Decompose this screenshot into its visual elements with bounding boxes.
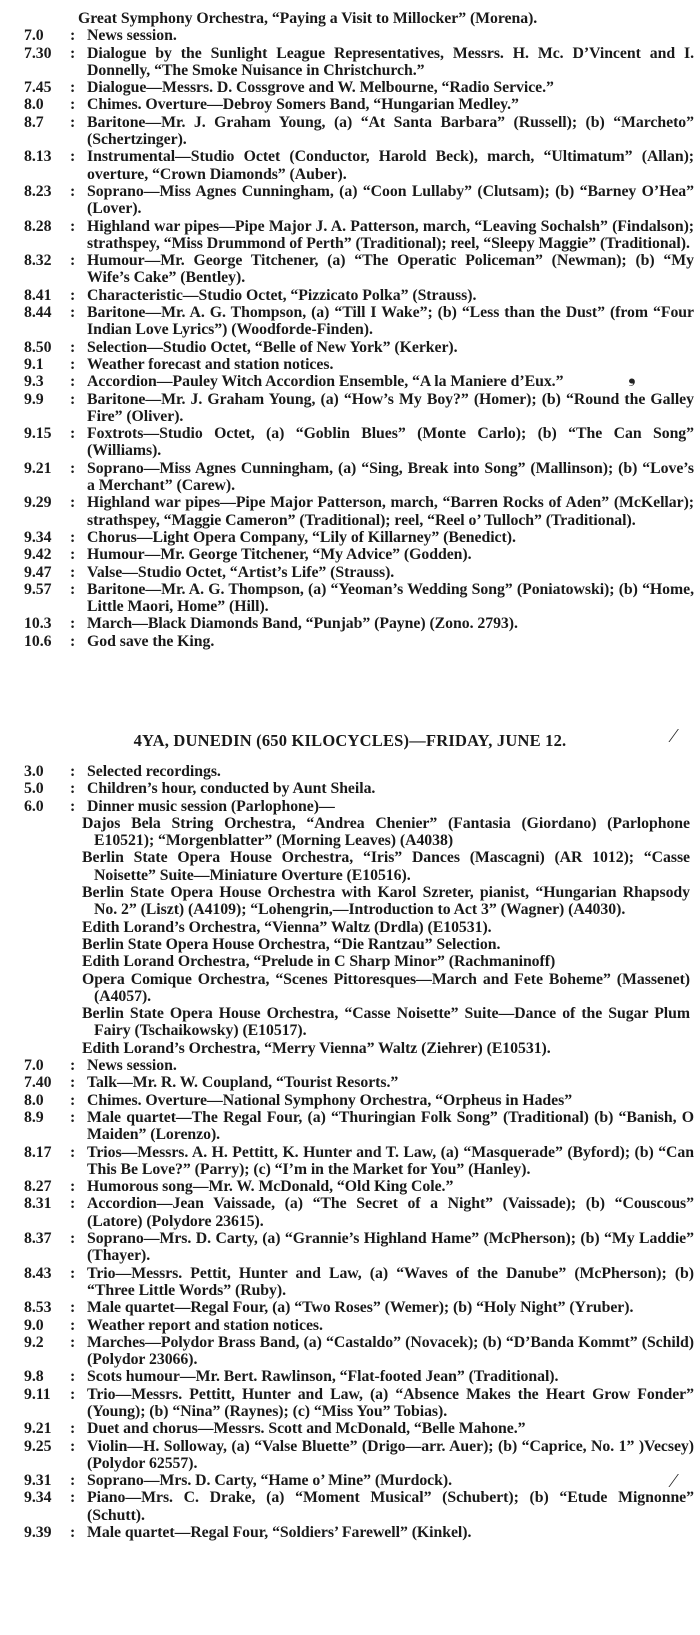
- entry-separator: :: [70, 390, 76, 408]
- entry-separator: :: [70, 528, 76, 546]
- programme-entry: [0, 339, 700, 356]
- lead-line: [0, 10, 700, 27]
- ink-mark: ⁄: [672, 725, 676, 747]
- entry-description: News session.: [87, 27, 177, 45]
- entry-description: Male quartet—Regal Four, (a) “Two Roses” (Wemer); (b) “Holy Night” (Yruber).: [87, 1299, 634, 1317]
- programme-list: [0, 27, 700, 650]
- programme-entry: [0, 373, 700, 390]
- entry-time: 9.15: [24, 425, 52, 443]
- entry-time: 8.0: [24, 1091, 44, 1109]
- programme-entry: [0, 581, 700, 616]
- entry-time: 9.42: [24, 546, 52, 564]
- programme-entry: [0, 45, 700, 80]
- entry-separator: :: [70, 1057, 76, 1075]
- entry-separator: :: [70, 1472, 76, 1490]
- entry-time: 8.23: [24, 182, 52, 200]
- entry-description: Talk—Mr. R. W. Coupland, “Tourist Resorts.”: [87, 1074, 399, 1092]
- entry-description: Highland war pipes—Pipe Major J. A. Patterson, march, “Leaving Sochalsh” (Findalson); strathspey, “Miss Drummond of Perth” (Traditional); reel, “Sleepy Maggie” (Traditional).: [87, 217, 694, 252]
- lead-line-text: Great Symphony Orchestra, “Paying a Visit to Millocker” (Morena).: [78, 10, 538, 27]
- entry-time: 7.0: [24, 1057, 44, 1075]
- entry-separator: :: [70, 459, 76, 477]
- entry-separator: :: [70, 79, 76, 97]
- entry-time: 9.34: [24, 528, 52, 546]
- entry-time: 9.39: [24, 1524, 52, 1542]
- programme-entry: [0, 763, 700, 780]
- entry-description: Weather forecast and station notices.: [87, 355, 334, 373]
- programme-section-4ya: [0, 763, 700, 1541]
- entry-description: Chimes. Overture—National Symphony Orchestra, “Orpheus in Hades”: [87, 1091, 573, 1109]
- programme-entry: [0, 391, 700, 426]
- entry-description: Instrumental—Studio Octet (Conductor, Harold Beck), march, “Ultimatum” (Allan); overture, “Crown Diamonds” (Auber).: [87, 148, 694, 183]
- entry-time: 5.0: [24, 780, 44, 798]
- entry-description: Trio—Messrs. Pettitt, Hunter and Law, (a) “Absence Makes the Heart Grow Fonder” (Young); (b) “Nina” (Raynes); (c) “Miss You” Tobias).: [87, 1385, 694, 1420]
- entry-separator: :: [70, 1143, 76, 1161]
- dinner-music-item: Berlin State Opera House Orchestra, “Die Rantzau” Selection.: [82, 935, 501, 953]
- entry-time: 8.41: [24, 286, 52, 304]
- programme-section-3ya: [0, 10, 700, 650]
- programme-entry: [0, 148, 700, 183]
- entry-separator: :: [70, 1195, 76, 1213]
- entry-separator: :: [70, 304, 76, 322]
- entry-description: Accordion—Pauley Witch Accordion Ensemble, “A la Maniere d’Eux.”: [87, 373, 564, 391]
- programme-entry: [0, 287, 700, 304]
- entry-description: Piano—Mrs. C. Drake, (a) “Moment Musical” (Schubert); (b) “Etude Mignonne” (Schutt).: [87, 1489, 694, 1524]
- entry-description: Soprano—Mrs. D. Carty, “Hame o’ Mine” (Murdock).: [87, 1472, 452, 1490]
- programme-list-evening: [0, 1057, 700, 1541]
- programme-entry: [0, 1074, 700, 1091]
- entry-description: Selection—Studio Octet, “Belle of New York” (Kerker).: [87, 338, 458, 356]
- entry-separator: :: [70, 1333, 76, 1351]
- programme-entry: [0, 1524, 700, 1541]
- entry-time: 7.40: [24, 1074, 52, 1092]
- entry-separator: :: [70, 763, 76, 780]
- entry-time: 9.2: [24, 1333, 44, 1351]
- entry-description: Foxtrots—Studio Octet, (a) “Goblin Blues” (Monte Carlo); (b) “The Can Song” (Williams).: [87, 425, 694, 460]
- programme-entry: [0, 1195, 700, 1230]
- entry-description: Soprano—Mrs. D. Carty, (a) “Grannie’s Highland Hame” (McPherson); (b) “My Laddie” (Thayer).: [87, 1230, 694, 1265]
- entry-time: 9.29: [24, 494, 52, 512]
- entry-description: God save the King.: [87, 632, 215, 650]
- entry-description: Male quartet—Regal Four, “Soldiers’ Farewell” (Kinkel).: [87, 1524, 472, 1542]
- programme-entry: [0, 615, 700, 632]
- entry-description: Accordion—Jean Vaissade, (a) “The Secret of a Night” (Vaissade); (b) “Couscous” (Latore) (Polydore 23615).: [87, 1195, 694, 1230]
- entry-time: 8.50: [24, 338, 52, 356]
- entry-description: Children’s hour, conducted by Aunt Sheila.: [87, 780, 376, 798]
- entry-separator: :: [70, 797, 76, 815]
- entry-separator: :: [70, 780, 76, 798]
- entry-description: Humorous song—Mr. W. McDonald, “Old King Cole.”: [87, 1178, 454, 1196]
- entry-time: 9.1: [24, 355, 44, 373]
- entry-time: 8.28: [24, 217, 52, 235]
- dinner-music-item: Berlin State Opera House Orchestra, “Iris” Dances (Mascagni) (AR 1012); “Casse Noisette” Suite—Miniature Overture (E10516).: [82, 849, 690, 884]
- entry-time: 8.17: [24, 1143, 52, 1161]
- programme-entry: [0, 1470, 700, 1492]
- entry-description: Chorus—Light Opera Company, “Lily of Killarney” (Benedict).: [87, 528, 516, 546]
- entry-separator: :: [70, 1230, 76, 1248]
- entry-separator: :: [70, 632, 76, 650]
- entry-time: 7.0: [24, 27, 44, 45]
- entry-description: Baritone—Mr. J. Graham Young, (a) “How’s My Boy?” (Homer); (b) “Round the Galley Fire” (Oliver).: [87, 390, 694, 425]
- entry-separator: :: [70, 425, 76, 443]
- programme-entry: [0, 218, 700, 253]
- entry-time: 9.0: [24, 1316, 44, 1334]
- entry-time: 8.0: [24, 96, 44, 114]
- entry-description: Weather report and station notices.: [87, 1316, 323, 1334]
- entry-description: Baritone—Mr. A. G. Thompson, (a) “Till I Wake”; (b) “Less than the Dust” (from “Four Indian Love Lyrics”) (Woodforde-Finden).: [87, 304, 694, 339]
- programme-entry: [0, 798, 700, 815]
- programme-entry: [0, 1438, 700, 1473]
- programme-entry: [0, 1386, 700, 1421]
- entry-description: Dinner music session (Parlophone)—: [87, 797, 335, 815]
- programme-list-top: [0, 763, 700, 815]
- entry-description: Scots humour—Mr. Bert. Rawlinson, “Flat-footed Jean” (Traditional).: [87, 1368, 559, 1386]
- programme-entry: [0, 1178, 700, 1195]
- entry-separator: :: [70, 252, 76, 270]
- programme-entry: [0, 1299, 700, 1316]
- entry-description: Soprano—Miss Agnes Cunningham, (a) “Coon Lullaby” (Clutsam); (b) “Barney O’Hea” (Lover).: [87, 182, 694, 218]
- entry-separator: :: [70, 217, 76, 235]
- entry-description: Chimes. Overture—Debroy Somers Band, “Hungarian Medley.”: [87, 96, 519, 114]
- programme-entry: [0, 1109, 700, 1144]
- entry-time: 8.27: [24, 1178, 52, 1196]
- programme-entry: [0, 780, 700, 797]
- entry-separator: :: [70, 1385, 76, 1403]
- programme-entry: [0, 1092, 700, 1109]
- entry-separator: :: [70, 148, 76, 166]
- entry-separator: :: [70, 1299, 76, 1317]
- entry-separator: :: [70, 286, 76, 304]
- entry-separator: :: [70, 1368, 76, 1386]
- entry-description: Male quartet—The Regal Four, (a) “Thuringian Folk Song” (Traditional) (b) “Banish, O Maiden” (Lorenzo).: [87, 1108, 694, 1144]
- programme-entry: [0, 27, 700, 44]
- programme-entry: [0, 1317, 700, 1334]
- entry-separator: :: [70, 338, 76, 356]
- entry-description: Trio—Messrs. Pettit, Hunter and Law, (a) “Waves of the Danube” (McPherson); (b) “Three Little Words” (Ruby).: [87, 1264, 694, 1299]
- entry-time: 9.21: [24, 459, 52, 477]
- entry-description: Valse—Studio Octet, “Artist’s Life” (Strauss).: [87, 563, 395, 581]
- entry-description: Characteristic—Studio Octet, “Pizzicato Polka” (Strauss).: [87, 286, 477, 304]
- programme-entry: [0, 79, 700, 96]
- entry-time: 8.44: [24, 304, 52, 322]
- entry-description: Selected recordings.: [87, 763, 221, 780]
- entry-time: 9.8: [24, 1368, 44, 1386]
- entry-description: Duet and chorus—Messrs. Scott and McDonald, “Belle Mahone.”: [87, 1420, 526, 1438]
- programme-entry: [0, 96, 700, 113]
- entry-description: Baritone—Mr. A. G. Thompson, (a) “Yeoman’s Wedding Song” (Poniatowski); (b) “Home, Little Maori, Home” (Hill).: [87, 580, 694, 616]
- entry-separator: :: [70, 1108, 76, 1126]
- entry-time: 9.47: [24, 563, 52, 581]
- entry-time: 3.0: [24, 763, 44, 780]
- entry-description: Dialogue—Messrs. D. Cossgrove and W. Melbourne, “Radio Service.”: [87, 79, 554, 97]
- entry-time: 9.57: [24, 580, 52, 598]
- entry-time: 8.9: [24, 1108, 44, 1126]
- entry-time: 8.32: [24, 252, 52, 270]
- entry-separator: :: [70, 1264, 76, 1282]
- dinner-music-item: Dajos Bela String Orchestra, “Andrea Chenier” (Fantasia (Giordano) (Parlophone E10521); “Morgenblatter” (Morning Leaves) (A4038): [82, 814, 690, 850]
- entry-separator: :: [70, 355, 76, 373]
- programme-entry: [0, 1265, 700, 1300]
- dinner-music-item: Edith Lorand’s Orchestra, “Merry Vienna” Waltz (Ziehrer) (E10531).: [82, 1039, 551, 1057]
- programme-entry: [0, 183, 700, 218]
- dinner-music-item: Berlin State Opera House Orchestra, “Casse Noisette” Suite—Dance of the Sugar Plum Fairy (Tschaikowsky) (E10517).: [82, 1005, 690, 1040]
- entry-separator: :: [70, 546, 76, 564]
- entry-description: News session.: [87, 1057, 177, 1075]
- entry-separator: :: [70, 113, 76, 131]
- entry-time: 7.30: [24, 44, 52, 62]
- programme-entry: [0, 564, 700, 581]
- entry-description: Humour—Mr. George Titchener, “My Advice” (Godden).: [87, 546, 472, 564]
- programme-entry: [0, 1489, 700, 1524]
- programme-entry: [0, 546, 700, 563]
- entry-separator: :: [70, 1489, 76, 1507]
- entry-separator: :: [70, 615, 76, 633]
- entry-time: 10.3: [24, 615, 52, 633]
- entry-time: 10.6: [24, 632, 52, 650]
- programme-entry: [0, 460, 700, 495]
- station-heading: 4YA, DUNEDIN (650 KILOCYCLES)—FRIDAY, JUNE 12.: [133, 731, 567, 750]
- programme-entry: [0, 1334, 700, 1369]
- ink-mark: ❟: [628, 365, 636, 387]
- programme-entry: [0, 1420, 700, 1437]
- entry-time: 8.37: [24, 1230, 52, 1248]
- entry-time: 8.13: [24, 148, 52, 166]
- entry-separator: :: [70, 373, 76, 391]
- entry-time: 8.43: [24, 1264, 52, 1282]
- entry-time: 9.31: [24, 1472, 52, 1490]
- dinner-music-item: Edith Lorand Orchestra, “Prelude in C Sharp Minor” (Rachmaninoff): [82, 953, 556, 971]
- programme-entry: [0, 1057, 700, 1074]
- entry-separator: :: [70, 1420, 76, 1438]
- entry-description: Trios—Messrs. A. H. Pettitt, K. Hunter and T. Law, (a) “Masquerade” (Byford); (b) “Can This Be Love?” (Parry); (c) “I’m in the Market for You” (Hanley).: [87, 1143, 694, 1178]
- entry-separator: :: [70, 1437, 76, 1455]
- entry-description: Baritone—Mr. J. Graham Young, (a) “At Santa Barbara” (Russell); (b) “Marcheto” (Schertzinger).: [87, 113, 694, 149]
- entry-description: Marches—Polydor Brass Band, (a) “Castaldo” (Novacek); (b) “D’Banda Kommt” (Schild) (Polydor 23066).: [87, 1333, 694, 1369]
- programme-entry: [0, 1230, 700, 1265]
- entry-separator: :: [70, 494, 76, 512]
- entry-time: 8.31: [24, 1195, 52, 1213]
- entry-description: March—Black Diamonds Band, “Punjab” (Payne) (Zono. 2793).: [87, 615, 518, 633]
- dinner-music-item: Opera Comique Orchestra, “Scenes Pittoresques—March and Fete Boheme” (Massenet) (A4057).: [82, 970, 690, 1005]
- entry-time: 9.11: [24, 1385, 51, 1403]
- entry-time: 8.53: [24, 1299, 52, 1317]
- entry-description: Highland war pipes—Pipe Major Patterson, march, “Barren Rocks of Aden” (McKellar); strathspey, “Maggie Cameron” (Traditional); reel, “Reel o’ Tulloch” (Traditional).: [87, 494, 694, 529]
- programme-entry: [0, 114, 700, 149]
- entry-separator: :: [70, 1074, 76, 1092]
- entry-description: Violin—H. Solloway, (a) “Valse Bluette” (Drigo—arr. Auer); (b) “Caprice, No. 1” )Vecsey) (Polydor 62557).: [87, 1437, 694, 1472]
- ink-mark: ⁄: [672, 1470, 676, 1492]
- programme-entry: [0, 304, 700, 339]
- entry-separator: :: [70, 182, 76, 200]
- entry-separator: :: [70, 44, 76, 62]
- entry-time: 9.25: [24, 1437, 52, 1455]
- entry-separator: :: [70, 580, 76, 598]
- dinner-music-item: Berlin State Opera House Orchestra with Karol Szreter, pianist, “Hungarian Rhapsody No. 2” (Liszt) (A4109); “Lohengrin,—Introduction to Act 3” (Wagner) (A4030).: [82, 884, 690, 919]
- entry-separator: :: [70, 1178, 76, 1196]
- entry-separator: :: [70, 27, 76, 45]
- programme-entry: [0, 356, 700, 373]
- entry-time: 9.9: [24, 390, 44, 408]
- programme-entry: [0, 252, 700, 287]
- entry-time: 7.45: [24, 79, 52, 97]
- entry-time: 9.21: [24, 1420, 52, 1438]
- entry-separator: :: [70, 1316, 76, 1334]
- entry-time: 9.34: [24, 1489, 52, 1507]
- programme-entry: [0, 529, 700, 546]
- programme-entry: [0, 633, 700, 650]
- programme-entry: [0, 425, 700, 460]
- entry-separator: :: [70, 1091, 76, 1109]
- entry-time: 6.0: [24, 797, 44, 815]
- entry-description: Dialogue by the Sunlight League Representatives, Messrs. H. Mc. D’Vincent and I. Donnelly, “The Smoke Nuisance in Christchurch.”: [87, 44, 694, 79]
- programme-entry: [0, 494, 700, 529]
- dinner-music-item: Edith Lorand’s Orchestra, “Vienna” Waltz (Drdla) (E10531).: [82, 918, 492, 936]
- entry-time: 8.7: [24, 113, 44, 131]
- entry-description: Soprano—Miss Agnes Cunningham, (a) “Sing, Break into Song” (Mallinson); (b) “Love’s a Merchant” (Carew).: [87, 459, 694, 495]
- entry-separator: :: [70, 96, 76, 114]
- entry-description: Humour—Mr. George Titchener, (a) “The Operatic Policeman” (Newman); (b) “My Wife’s Cake” (Bentley).: [87, 252, 694, 287]
- entry-separator: :: [70, 563, 76, 581]
- entry-separator: :: [70, 1524, 76, 1542]
- dinner-music-items: [0, 815, 700, 1057]
- programme-entry: [0, 1144, 700, 1179]
- programme-entry: [0, 1368, 700, 1385]
- entry-time: 9.3: [24, 373, 44, 391]
